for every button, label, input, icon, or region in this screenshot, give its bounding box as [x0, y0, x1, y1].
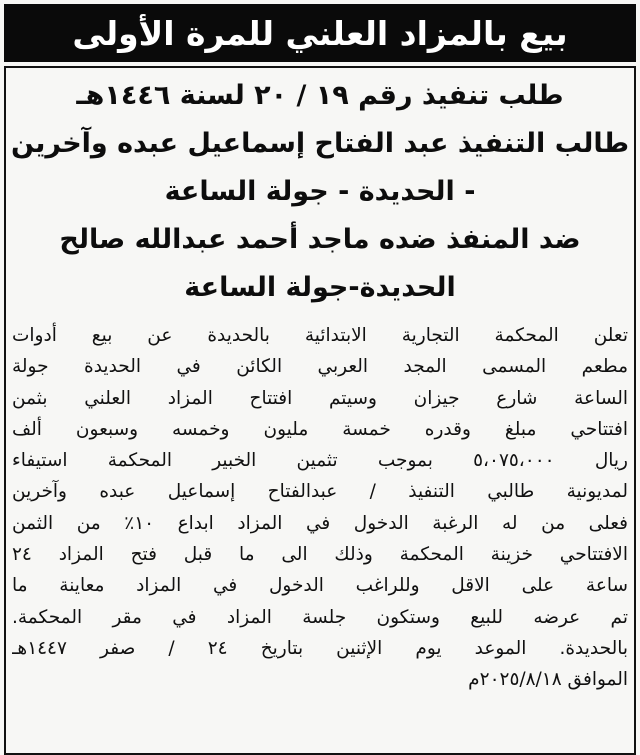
applicant-location: - الحديدة - جولة الساعة	[164, 176, 476, 207]
body-line: الساعة شارع جيزان وسيتم افتتاح المزاد العلني بثمن	[12, 387, 628, 409]
body-line: ريال ٥،٠٧٥،٠٠٠ بموجب تثمين الخبير المحكمة استيفاء	[12, 450, 628, 472]
body-line: فعلى من له الرغبة الدخول في المزاد ابداع ١٠٪ من الثمن	[12, 512, 628, 534]
body-line: مطعم المسمى المجد العربي الكائن في الحديدة جولة	[12, 356, 628, 378]
body-line: بالحديدة. الموعد يوم الإثنين بتاريخ ٢٤ / صفر ١٤٤٧هـ	[12, 637, 628, 659]
body-line: افتتاحي مبلغ وقدره خمسة مليون وخمسه وسبعون ألف	[12, 418, 628, 440]
applicant-line: طالب التنفيذ عبد الفتاح إسماعيل عبده وآخرين	[10, 128, 630, 159]
notice-frame	[4, 66, 636, 755]
body-line: تعلن المحكمة التجارية الابتدائية بالحديدة عن بيع أدوات	[12, 325, 628, 346]
body-line: ساعة على الاقل وللراغب الدخول في المزاد معاينة ما	[12, 575, 628, 597]
body-line: الموافق ٢٠٢٥/٨/١٨م	[468, 669, 628, 691]
defendant-location: الحديدة-جولة الساعة	[184, 272, 456, 303]
request-number-line: طلب تنفيذ رقم ١٩ / ٢٠ لسنة ١٤٤٦هـ	[76, 80, 564, 111]
body-line: تم عرضه للبيع وستكون جلسة المزاد في مقر المحكمة.	[12, 606, 628, 628]
body-line: الافتتاحي خزينة المحكمة وذلك الى ما قبل فتح المزاد ٢٤	[12, 544, 628, 566]
notice-body	[12, 320, 628, 696]
notice-title: بيع بالمزاد العلني للمرة الأولى	[72, 13, 568, 53]
header-banner	[4, 4, 636, 62]
defendant-line: ضد المنفذ ضده ماجد أحمد عبدالله صالح	[59, 224, 581, 255]
body-line: لمديونية طالبي التنفيذ / عبدالفتاح إسماعيل عبده وآخرين	[12, 481, 628, 503]
